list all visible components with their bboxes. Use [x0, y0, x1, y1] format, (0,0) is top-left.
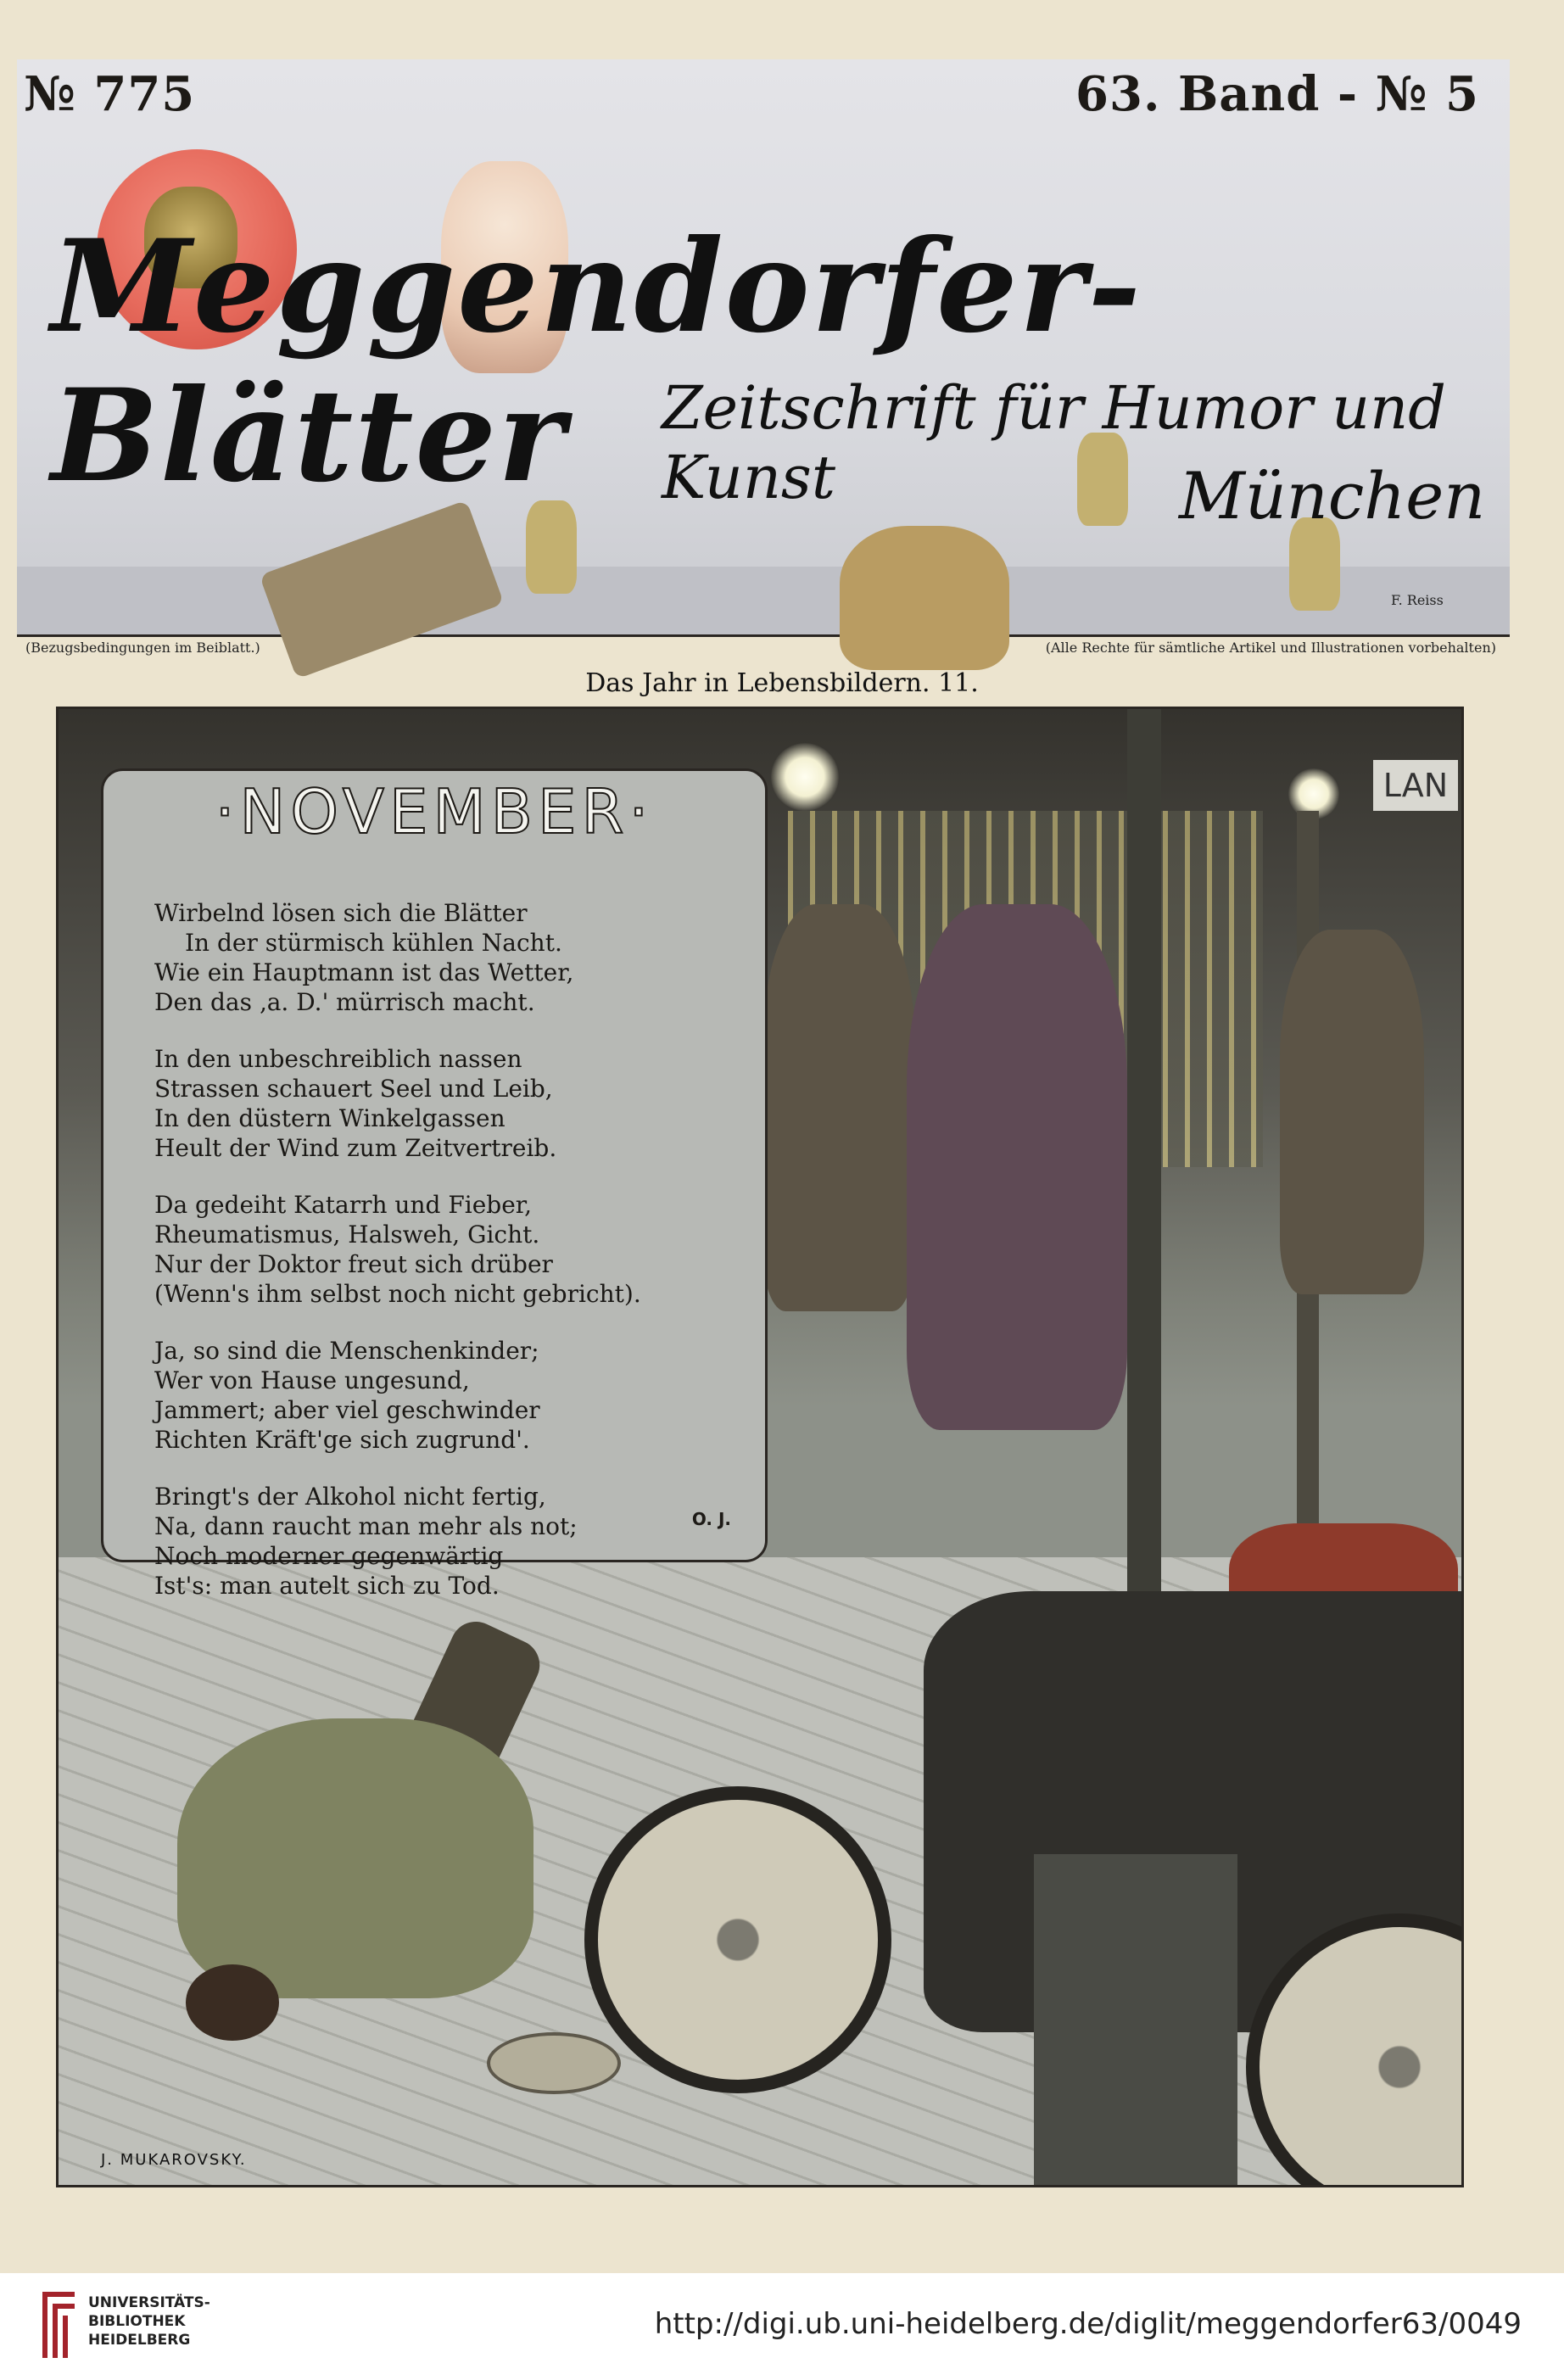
poem-line: Wirbelnd lösen sich die Blätter	[154, 899, 528, 927]
masthead-city: München	[1179, 458, 1486, 534]
masthead-subtitle: Zeitschrift für Humor und Kunst	[662, 373, 1446, 512]
masthead-ground	[17, 567, 1510, 634]
page-caption: Das Jahr in Lebensbildern. 11.	[585, 668, 979, 698]
university-logo-icon	[42, 2292, 75, 2358]
masthead-title: Meggendorfer-Blätter	[51, 212, 1142, 511]
poem-line: In den unbeschreiblich nassen	[154, 1045, 522, 1073]
source-url-link[interactable]: http://digi.ub.uni-heidelberg.de/diglit/meggendorfer63/0049	[654, 2307, 1522, 2341]
poem-line: Wie ein Hauptmann ist das Wetter,	[154, 958, 574, 986]
coat	[177, 1718, 533, 1998]
poem-line: (Wenn's ihm selbst noch nicht gebricht).	[154, 1280, 641, 1308]
fallen-man-figure	[84, 1600, 610, 2041]
gnome-figure	[526, 500, 577, 594]
poem-title: ·NOVEMBER·	[215, 776, 654, 847]
poem-line: Nur der Doktor freut sich drüber	[154, 1250, 553, 1278]
main-illustration	[56, 707, 1464, 2187]
poem-stanza	[154, 898, 731, 1017]
illustrator-signature: J. MUKAROVSKY.	[101, 2151, 247, 2169]
library-name-line: UNIVERSITÄTS-	[88, 2294, 210, 2311]
poem-line: In den düstern Winkelgassen	[154, 1104, 506, 1132]
library-name-line: BIBLIOTHEK	[88, 2313, 186, 2330]
library-name-line: HEIDELBERG	[88, 2332, 191, 2349]
poem-line: Heult der Wind zum Zeitvertreib.	[154, 1134, 557, 1162]
poem-line: Richten Kräft'ge sich zugrund'.	[154, 1426, 530, 1454]
poem-line: Ist's: man autelt sich zu Tod.	[154, 1572, 500, 1600]
man-with-umbrella-figure	[1280, 930, 1424, 1294]
poem-stanza	[154, 1482, 731, 1601]
poem-line: Rheumatismus, Halsweh, Gicht.	[154, 1221, 540, 1249]
poem-author: O. J.	[691, 1509, 731, 1529]
poem-stanza	[154, 1336, 731, 1455]
man-in-coat-figure	[762, 904, 915, 1311]
fallen-hat	[487, 2032, 621, 2094]
poem-line: Ja, so sind die Menschenkinder;	[154, 1337, 539, 1365]
mail-sack	[840, 526, 1009, 670]
issue-number: № 775	[24, 66, 196, 122]
lamppost-base	[1034, 1854, 1237, 2185]
poem-stanza	[154, 1044, 731, 1163]
poem-line: Wer von Hause ungesund,	[154, 1366, 470, 1394]
masthead-illustration	[17, 59, 1510, 637]
car-wheel	[584, 1786, 891, 2093]
poem-stanza	[154, 1190, 731, 1309]
poem-line: In der stürmisch kühlen Nacht.	[185, 929, 562, 957]
poem-line: Den das ‚a. D.' mürrisch macht.	[154, 988, 535, 1016]
subscription-note: (Bezugsbedingungen im Beiblatt.)	[25, 640, 260, 656]
poem-line: Da gedeiht Katarrh und Fieber,	[154, 1191, 532, 1219]
library-name	[88, 2293, 210, 2349]
woman-in-dress-figure	[907, 904, 1127, 1430]
poem-line: Bringt's der Alkohol nicht fertig,	[154, 1483, 546, 1511]
head	[186, 1964, 279, 2041]
volume-number: 63. Band - № 5	[1075, 66, 1479, 122]
poem-line: Strassen schauert Seel und Leib,	[154, 1075, 553, 1103]
poem-line: Noch moderner gegenwärtig	[154, 1542, 504, 1570]
poem-panel	[101, 768, 768, 1600]
shop-sign: LAN	[1373, 760, 1458, 811]
poem-line: Jammert; aber viel geschwinder	[154, 1396, 540, 1424]
masthead-artist-signature: F. Reiss	[1391, 592, 1444, 608]
street-lamp-glow	[771, 743, 839, 811]
paint-palette	[260, 500, 505, 679]
poem-text	[154, 898, 731, 1628]
rights-note: (Alle Rechte für sämtliche Artikel und Illustrationen vorbehalten)	[1045, 640, 1496, 656]
footer-bar	[0, 2273, 1564, 2380]
poem-line: Na, dann raucht man mehr als not;	[154, 1512, 578, 1540]
